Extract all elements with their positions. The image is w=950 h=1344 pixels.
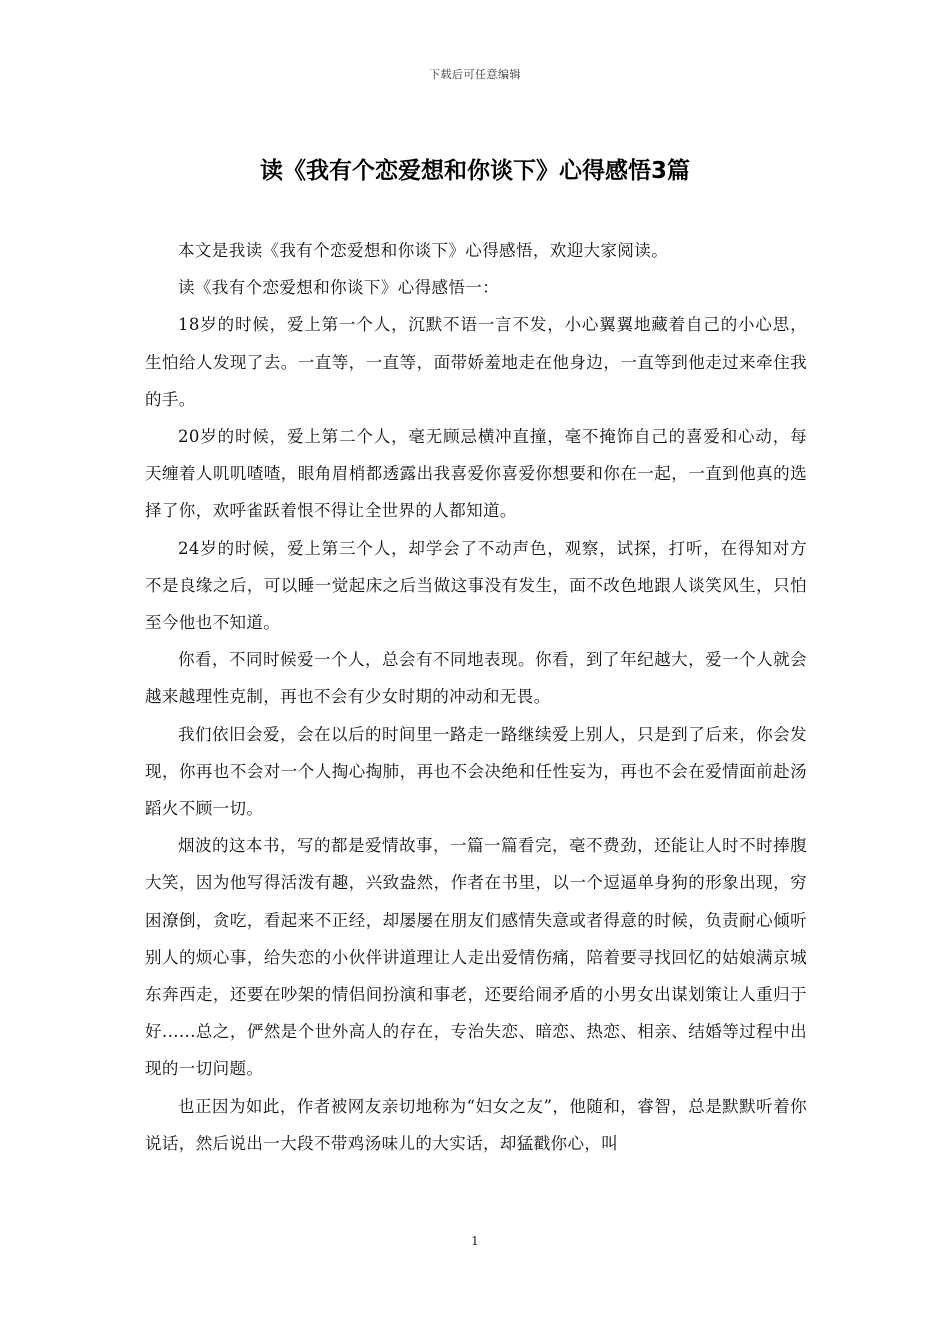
- paragraph-intro: 本文是我读《我有个恋爱想和你谈下》心得感悟，欢迎大家阅读。: [178, 241, 669, 260]
- page-header-note: 下载后可任意编辑: [429, 68, 521, 81]
- paragraph-section-heading: 读《我有个恋爱想和你谈下》心得感悟一：: [178, 278, 500, 298]
- document-body: [145, 232, 807, 1162]
- paragraph-age-20: 20岁的时候，爱上第二个人，毫无顾忌横冲直撞，毫不掩饰自己的喜爱和心动，每天缠着人叽叽喳喳，眼角眉梢都透露出我喜爱你喜爱你想要和你在一起，一直到他真的选择了你，欢呼雀跃着恨不得让全世界的人都知道。: [145, 427, 807, 521]
- paragraph-age-18: 18岁的时候，爱上第一个人，沉默不语一言不发，小心翼翼地藏着自己的小心思，生怕给人发现了去。一直等，一直等，面带娇羞地走在他身边，一直等到他走过来牵住我的手。: [145, 315, 807, 409]
- page-number: 1: [471, 1234, 479, 1248]
- paragraph-womens-friend: 也正因为如此，作者被网友亲切地称为“妇女之友”，他随和，睿智，总是默默听着你说话，然后说出一大段不带鸡汤味儿的大实话，却猛戳你心，叫: [145, 1096, 807, 1153]
- paragraph-still-love: 我们依旧会爱，会在以后的时间里一路走一路继续爱上别人，只是到了后来，你会发现，你再也不会对一个人掏心掏肺，再也不会决绝和任性妄为，再也不会在爱情面前赴汤蹈火不顾一切。: [145, 724, 807, 819]
- document-title: 读《我有个恋爱想和你谈下》心得感悟3篇: [259, 158, 690, 184]
- paragraph-different-times: 你看，不同时候爱一个人，总会有不同地表现。你看，到了年纪越大，爱一个人就会越来越理性克制，再也不会有少女时期的冲动和无畏。: [145, 650, 807, 707]
- paragraph-book-description: 烟波的这本书，写的都是爱情故事，一篇一篇看完，毫不费劲，还能让人时不时捧腹大笑，因为他写得活泼有趣，兴致盎然，作者在书里，以一个逗逼单身狗的形象出现，穷困潦倒，贪吃，看起来不正经，却屡屡在朋友们感情失意或者得意的时候，负责耐心倾听别人的烦心事，给失恋的小伙伴讲道理让人走出爱情伤痛，陪着要寻找回忆的姑娘满京城东奔西走，还要在吵架的情侣间扮演和事老，还要给闹矛盾的小男女出谋划策让人重归于好......总之，俨然是个世外高人的存在，专治失恋、暗恋、热恋、相亲、结婚等过程中出现的一切问题。: [145, 836, 807, 1079]
- paragraph-age-24: 24岁的时候，爱上第三个人，却学会了不动声色，观察，试探，打听，在得知对方不是良缘之后，可以睡一觉起床之后当做这事没有发生，面不改色地跟人谈笑风生，只怕至今他也不知道。: [145, 538, 807, 633]
